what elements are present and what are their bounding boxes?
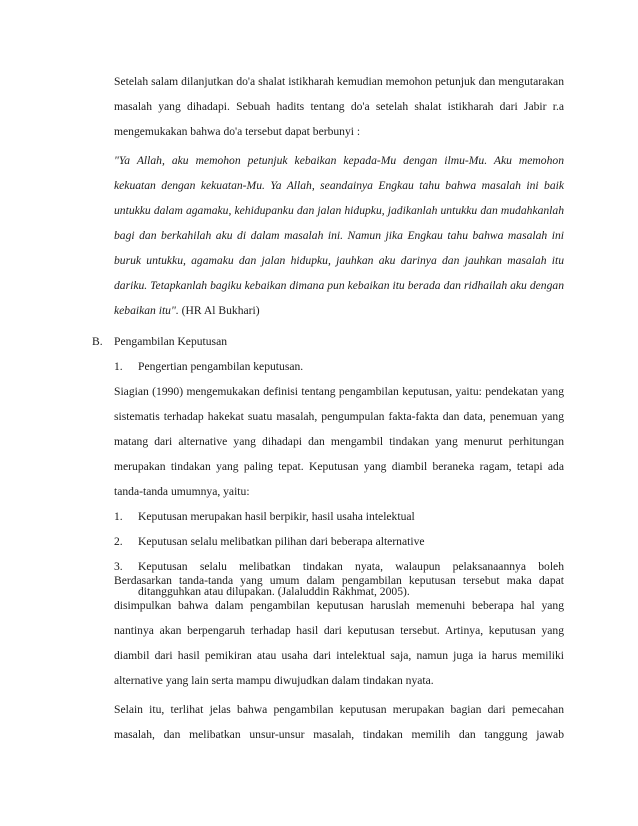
intro-block xyxy=(114,69,564,144)
section-title: Pengambilan Keputusan xyxy=(114,335,228,348)
subsection-heading xyxy=(114,354,564,379)
conclusion-paragraph: Berdasarkan tanda-tanda yang umum dalam pengambilan keputusan tersebut maka dapat disimpulkan bahwa dalam pengambilan keputusan haruslah memenuhi beberapa hal yang nantinya akan berpengaruh terhadap hasil dari keputusan tersebut. Artinya, keputusan yang diambil dari hasil pemikiran atau usaha dari intelektual saja, namun juga ia harus memiliki alternative yang lain serta mampu diwujudkan dalam tindakan nyata. xyxy=(114,574,564,687)
list-item-number: 3. xyxy=(114,560,123,573)
paragraph-3-block xyxy=(114,697,564,747)
hadith-quote xyxy=(114,148,564,323)
intro-paragraph: Setelah salam dilanjutkan do'a shalat istikharah kemudian memohon petunjuk dan mengutarakan masalah yang dihadapi. Sebuah hadits tentang do'a setelah shalat istikharah dari Jabir r.a mengemukakan bahwa do'a tersebut dapat berbunyi : xyxy=(114,75,564,138)
hadith-quote-text: "Ya Allah, aku memohon petunjuk kebaikan kepada-Mu dengan ilmu-Mu. Aku memohon kekuatan dengan kekuatan-Mu. Ya Allah, seandainya Engkau tahu bahwa masalah ini baik untukku dalam agamaku, kehidupanku dan jalan hidupku, jadikanlah untukku dan mudahkanlah bagi dan berkahilah aku di dalam masalah ini. Namun jika Engkau tahu bahwa masalah ini buruk untukku, agamaku dan jalan hidupku, jauhkan aku darinya dan jauhkan masalah itu dariku. Tetapkanlah bagiku kebaikan dimana pun kebaikan itu berada dan ridhailah aku dengan kebaikan itu". xyxy=(114,154,564,317)
hadith-quote-block xyxy=(114,148,564,323)
definition-paragraph: Siagian (1990) mengemukakan definisi tentang pengambilan keputusan, yaitu: pendekatan yang sistematis terhadap hakekat suatu masalah, pengumpulan fakta-fakta dan data, penemuan yang matang dari alternative yang dihadapi dan mengambil tindakan yang menurut perhitungan merupakan tindakan yang paling tepat. Keputusan yang diambil beraneka ragam, tetapi ada tanda-tanda umumnya, yaitu: xyxy=(114,385,564,498)
paragraph-2-block xyxy=(114,568,564,693)
section-letter: B. xyxy=(92,335,103,348)
subsection-1-block xyxy=(114,354,564,604)
list-item-text: Keputusan selalu melibatkan pilihan dari beberapa alternative xyxy=(138,535,425,548)
list-item-number: 2. xyxy=(114,535,123,548)
list-item xyxy=(114,504,564,529)
list-item xyxy=(114,529,564,554)
hadith-source: (HR Al Bukhari) xyxy=(178,304,260,317)
subsection-title: Pengertian pengambilan keputusan. xyxy=(138,360,304,373)
section-b-heading xyxy=(92,329,572,354)
list-item-text: Keputusan merupakan hasil berpikir, hasil usaha intelektual xyxy=(138,510,415,523)
subsection-number: 1. xyxy=(114,360,123,373)
list-item-text: Keputusan selalu melibatkan tindakan nyata, walaupun pelaksanaannya boleh ditangguhkan atau dilupakan. (Jalaluddin Rakhmat, 2005). xyxy=(138,560,564,598)
continuation-paragraph: Selain itu, terlihat jelas bahwa pengambilan keputusan merupakan bagian dari pemecahan masalah, dan melibatkan unsur-unsur masalah, tindakan memilih dan tanggung jawab xyxy=(114,703,564,741)
list-item-number: 1. xyxy=(114,510,123,523)
